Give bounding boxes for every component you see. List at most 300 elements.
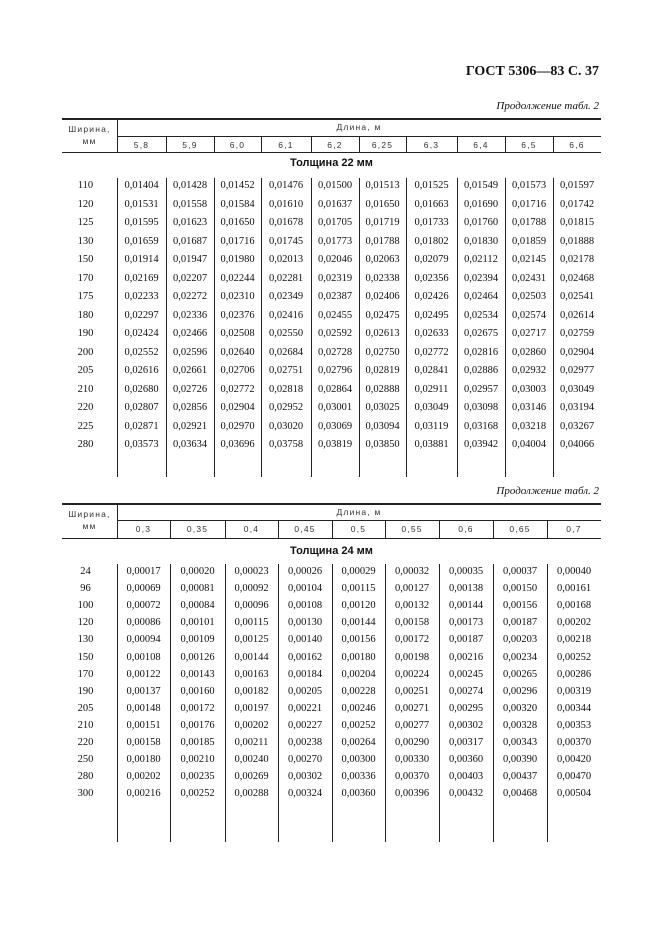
table-cell: 0,00288 — [234, 788, 269, 800]
table-cell: 0,02574 — [511, 309, 547, 321]
row-width: 210 — [77, 383, 94, 395]
table-cell: 0,00286 — [556, 668, 592, 680]
width-header: Ширина, — [68, 124, 111, 134]
table-cell: 0,00023 — [234, 566, 269, 577]
table-cell: 0,01947 — [172, 254, 208, 265]
table-cell: 0,02416 — [268, 309, 304, 321]
table-cell: 0,00127 — [394, 583, 430, 595]
table-cell: 0,02596 — [172, 346, 208, 358]
table-cell: 0,00161 — [556, 583, 592, 595]
table-cell: 0,02706 — [220, 365, 255, 376]
table-cell: 0,00040 — [556, 566, 592, 577]
table-cell: 0,00173 — [448, 617, 484, 629]
table-cell: 0,00151 — [126, 719, 161, 731]
table-cell: 0,02871 — [124, 420, 159, 432]
table-cell: 0,00432 — [448, 788, 484, 800]
table-cell: 0,00069 — [126, 583, 161, 595]
table-cell: 0,00094 — [126, 634, 161, 646]
table-cell: 0,01690 — [463, 198, 499, 210]
table-cell: 0,02503 — [511, 291, 547, 302]
table-cell: 0,01513 — [365, 180, 400, 191]
table-cell: 0,00344 — [556, 702, 592, 714]
table-cell: 0,01733 — [414, 217, 449, 228]
table-cell: 0,01549 — [463, 180, 499, 191]
table-cell: 0,00317 — [448, 737, 484, 748]
table-cell: 0,04004 — [511, 439, 547, 450]
continuation-note: Продолжение табл. 2 — [496, 485, 599, 497]
table-cell: 0,02169 — [124, 272, 159, 284]
table-cell: 0,00017 — [126, 566, 161, 577]
row-width: 130 — [77, 235, 94, 247]
table-cell: 0,04066 — [559, 439, 595, 450]
row-width: 300 — [77, 788, 94, 800]
table-cell: 0,00205 — [287, 685, 323, 697]
row-width: 24 — [80, 566, 91, 577]
table-cell: 0,02886 — [463, 365, 499, 376]
table-cell: 0,00420 — [556, 754, 592, 766]
table-cell: 0,00160 — [180, 685, 215, 697]
table-cell: 0,02178 — [559, 254, 595, 265]
table-cell: 0,02750 — [365, 346, 400, 358]
table-cell: 0,00125 — [234, 634, 269, 646]
table-cell: 0,01500 — [317, 180, 353, 191]
length-column-header: 6,4 — [473, 140, 489, 150]
row-width: 110 — [77, 180, 94, 191]
table-cell: 0,01531 — [124, 198, 159, 210]
table-cell: 0,01650 — [365, 198, 400, 210]
column-rule — [493, 520, 494, 538]
table-top-rule — [62, 503, 601, 505]
table-cell: 0,02534 — [463, 309, 499, 321]
table-cell: 0,02426 — [414, 291, 449, 302]
table-cell: 0,02310 — [220, 291, 255, 302]
table-cell: 0,02841 — [414, 365, 449, 376]
table-cell: 0,01637 — [317, 198, 353, 210]
table-cell: 0,02796 — [317, 365, 353, 376]
length-column-header: 6,6 — [569, 140, 585, 150]
table-cell: 0,02466 — [172, 328, 208, 339]
table-cell: 0,00140 — [287, 634, 323, 646]
table-cell: 0,02387 — [317, 291, 353, 302]
table-cell: 0,02751 — [268, 365, 304, 376]
table-cell: 0,03069 — [317, 420, 353, 432]
table-cell: 0,01597 — [559, 180, 595, 191]
table-cell: 0,00296 — [502, 685, 538, 697]
table-cell: 0,02904 — [220, 402, 255, 413]
table-cell: 0,00026 — [287, 566, 323, 577]
table-cell: 0,01859 — [511, 235, 547, 247]
table-cell: 0,00211 — [234, 737, 269, 748]
row-width: 250 — [77, 754, 94, 766]
table-cell: 0,00072 — [126, 600, 161, 612]
length-column-header: 6,1 — [278, 140, 294, 150]
length-column-header: 5,9 — [182, 140, 198, 150]
row-width: 220 — [77, 402, 94, 413]
continuation-note: Продолжение табл. 2 — [496, 100, 599, 112]
table-cell: 0,00168 — [556, 600, 592, 612]
table-cell: 0,02475 — [365, 309, 400, 321]
table-cell: 0,00290 — [394, 737, 430, 748]
table-cell: 0,00370 — [556, 737, 592, 748]
table-cell: 0,00324 — [287, 788, 323, 800]
table-cell: 0,03819 — [317, 439, 353, 450]
table-cell: 0,00202 — [556, 617, 592, 629]
table-cell: 0,00246 — [341, 702, 376, 714]
table-cell: 0,02349 — [268, 291, 304, 302]
length-column-header: 0,45 — [294, 524, 316, 534]
table-cell: 0,03881 — [414, 439, 449, 450]
column-rule — [547, 520, 548, 538]
table-cell: 0,00216 — [448, 651, 484, 663]
row-width: 225 — [77, 420, 94, 432]
table-cell: 0,02957 — [463, 383, 499, 395]
table-cell: 0,02552 — [124, 346, 159, 358]
table-cell: 0,00109 — [180, 634, 215, 646]
row-width: 100 — [77, 600, 94, 612]
table-cell: 0,00252 — [180, 788, 215, 800]
table-cell: 0,00203 — [502, 634, 538, 646]
table-cell: 0,00108 — [287, 600, 323, 612]
table-cell: 0,00156 — [341, 634, 376, 646]
table-cell: 0,00096 — [234, 600, 269, 612]
table-cell: 0,03942 — [463, 439, 499, 450]
table-cell: 0,00020 — [180, 566, 215, 577]
table-cell: 0,02541 — [559, 291, 595, 302]
table-cell: 0,02860 — [511, 346, 547, 358]
table-cell: 0,00396 — [394, 788, 430, 800]
width-header: Ширина, — [68, 509, 111, 519]
table-cell: 0,00115 — [341, 583, 376, 595]
table-cell: 0,02244 — [220, 272, 255, 284]
length-column-header: 5,8 — [133, 140, 150, 150]
table-cell: 0,00101 — [180, 617, 215, 629]
table-cell: 0,00035 — [448, 566, 484, 577]
table-cell: 0,00180 — [126, 754, 161, 766]
table-cell: 0,00092 — [234, 583, 269, 595]
column-rule — [332, 520, 333, 538]
table-cell: 0,00302 — [287, 771, 323, 783]
header-bottom-rule — [62, 538, 601, 539]
table-cell: 0,00353 — [556, 719, 592, 731]
table-cell: 0,00187 — [448, 634, 484, 646]
table-cell: 0,02233 — [124, 291, 159, 302]
table-cell: 0,02431 — [511, 272, 547, 284]
table-cell: 0,00328 — [502, 719, 538, 731]
table-cell: 0,01558 — [172, 198, 208, 210]
length-column-header: 0,7 — [566, 524, 582, 534]
table-cell: 0,03850 — [365, 439, 400, 450]
table-cell: 0,02819 — [365, 365, 400, 376]
table-cell: 0,00238 — [287, 737, 323, 748]
table-cell: 0,02464 — [463, 291, 499, 302]
table-cell: 0,03146 — [511, 402, 547, 413]
table-cell: 0,02508 — [220, 328, 255, 339]
table-cell: 0,02726 — [172, 383, 208, 395]
table-cell: 0,02297 — [124, 309, 159, 321]
length-column-header: 6,5 — [521, 140, 537, 150]
row-width: 150 — [77, 651, 94, 663]
table-cell: 0,00081 — [180, 583, 215, 595]
table-cell: 0,03168 — [463, 420, 499, 432]
table-cell: 0,02932 — [511, 365, 547, 376]
table-cell: 0,01476 — [268, 180, 304, 191]
table-cell: 0,00184 — [287, 668, 323, 680]
table-cell: 0,00468 — [502, 788, 538, 800]
length-column-header: 6,0 — [229, 140, 246, 150]
table-cell: 0,00202 — [126, 771, 161, 783]
table-cell: 0,03119 — [414, 420, 449, 432]
table-cell: 0,02338 — [365, 272, 400, 284]
table-cell: 0,01788 — [511, 217, 547, 228]
table-cell: 0,00185 — [180, 737, 215, 748]
length-header: Длина, м — [336, 507, 382, 517]
row-width: 220 — [77, 737, 94, 748]
thickness-label: Толщина 22 мм — [290, 157, 373, 169]
row-width: 175 — [77, 291, 94, 302]
table-cell: 0,00126 — [180, 651, 215, 663]
table-cell: 0,02911 — [414, 383, 449, 395]
table-cell: 0,01659 — [124, 235, 159, 247]
table-cell: 0,03049 — [414, 402, 449, 413]
table-cell: 0,02336 — [172, 309, 208, 321]
table-cell: 0,00137 — [126, 685, 161, 697]
table-cell: 0,00504 — [556, 788, 592, 800]
table-cell: 0,00274 — [448, 685, 484, 697]
table-cell: 0,02112 — [464, 254, 498, 265]
table-cell: 0,00197 — [234, 702, 269, 714]
row-width: 120 — [77, 198, 94, 210]
table-cell: 0,01687 — [172, 235, 208, 247]
table-cell: 0,00234 — [502, 651, 538, 663]
page-header: ГОСТ 5306—83 С. 37 — [465, 64, 599, 79]
table-cell: 0,00210 — [180, 754, 215, 766]
table-cell: 0,02772 — [220, 383, 255, 395]
table-cell: 0,01573 — [511, 180, 547, 191]
table-cell: 0,01788 — [365, 235, 400, 247]
table-cell: 0,01705 — [317, 217, 353, 228]
table-cell: 0,03634 — [172, 439, 208, 450]
table-cell: 0,00360 — [341, 788, 376, 800]
table-cell: 0,03094 — [365, 420, 400, 432]
table-cell: 0,02406 — [365, 291, 400, 302]
table-cell: 0,00122 — [126, 668, 161, 680]
column-rule — [311, 136, 312, 152]
table-cell: 0,00182 — [234, 685, 269, 697]
table-cell: 0,00269 — [234, 771, 269, 783]
column-rule — [457, 136, 458, 152]
table-cell: 0,03098 — [463, 402, 499, 413]
table-cell: 0,00198 — [394, 651, 430, 663]
table-cell: 0,03696 — [220, 439, 255, 450]
length-column-header: 6,2 — [327, 140, 343, 150]
table-cell: 0,02319 — [317, 272, 353, 284]
table-cell: 0,02816 — [463, 346, 499, 358]
table-cell: 0,02376 — [220, 309, 255, 321]
table-cell: 0,00227 — [287, 719, 323, 731]
table-cell: 0,02772 — [414, 346, 449, 358]
table-cell: 0,00221 — [287, 702, 323, 714]
table-cell: 0,00144 — [448, 600, 484, 612]
table-cell: 0,00132 — [394, 600, 430, 612]
row-width: 205 — [77, 365, 94, 376]
table-cell: 0,00370 — [394, 771, 430, 783]
table-cell: 0,00319 — [556, 685, 592, 697]
table-cell: 0,01716 — [220, 235, 255, 247]
row-width: 120 — [77, 617, 94, 629]
table-cell: 0,00158 — [394, 617, 430, 629]
column-rule — [214, 136, 215, 152]
table-cell: 0,00104 — [287, 583, 323, 595]
table-cell: 0,02684 — [268, 346, 304, 358]
table-cell: 0,00176 — [180, 719, 215, 731]
row-width: 125 — [77, 217, 94, 228]
table-cell: 0,00302 — [448, 719, 484, 731]
table-cell: 0,00144 — [234, 651, 269, 663]
table-cell: 0,01678 — [268, 217, 304, 228]
row-width: 170 — [77, 668, 94, 680]
table-cell: 0,02079 — [414, 254, 449, 265]
table-cell: 0,00187 — [502, 617, 538, 629]
table-cell: 0,02921 — [172, 420, 208, 432]
table-cell: 0,02904 — [559, 346, 595, 358]
table-cell: 0,01980 — [220, 254, 255, 265]
table-cell: 0,02633 — [414, 328, 449, 339]
table-cell: 0,03218 — [511, 420, 547, 432]
table-cell: 0,02272 — [172, 291, 208, 302]
table-cell: 0,02592 — [317, 328, 353, 339]
table-cell: 0,02356 — [414, 272, 449, 284]
row-width: 210 — [77, 719, 94, 731]
table-cell: 0,01719 — [365, 217, 400, 228]
table-cell: 0,02717 — [511, 328, 547, 339]
table-cell: 0,00265 — [502, 668, 538, 680]
table-cell: 0,01428 — [172, 180, 208, 191]
row-width: 190 — [77, 328, 94, 339]
table-cell: 0,01742 — [559, 198, 595, 210]
table-cell: 0,00037 — [502, 566, 538, 577]
table-cell: 0,02207 — [172, 272, 208, 284]
table-cell: 0,00150 — [502, 583, 538, 595]
row-width: 96 — [80, 583, 91, 595]
header-mid-rule — [117, 520, 601, 521]
table-cell: 0,00148 — [126, 702, 161, 714]
width-unit: мм — [82, 136, 97, 146]
column-rule — [261, 136, 262, 152]
table-cell: 0,00390 — [502, 754, 538, 766]
row-width: 205 — [77, 702, 94, 714]
table-cell: 0,03758 — [268, 439, 304, 450]
table-cell: 0,00295 — [448, 702, 484, 714]
row-width: 130 — [77, 634, 94, 646]
column-rule — [505, 136, 506, 152]
table-cell: 0,00264 — [341, 737, 376, 748]
table-cell: 0,00115 — [234, 617, 269, 629]
length-column-header: 6,25 — [371, 140, 394, 150]
table-cell: 0,00470 — [556, 771, 592, 783]
table-cell: 0,01815 — [559, 217, 595, 228]
table-cell: 0,01914 — [124, 254, 159, 265]
table-cell: 0,00143 — [180, 668, 215, 680]
table-cell: 0,00300 — [341, 754, 376, 766]
table-cell: 0,02145 — [511, 254, 547, 265]
length-column-header: 0,5 — [350, 524, 367, 534]
table-cell: 0,02616 — [124, 365, 159, 376]
column-rule — [170, 520, 171, 538]
table-cell: 0,00245 — [448, 668, 484, 680]
table-cell: 0,03020 — [268, 420, 304, 432]
thickness-label: Толщина 24 мм — [290, 545, 373, 557]
table-cell: 0,02468 — [559, 272, 595, 284]
table-cell: 0,00172 — [180, 702, 215, 714]
row-width: 280 — [77, 771, 94, 783]
table-cell: 0,02046 — [317, 254, 353, 265]
table-cell: 0,02864 — [317, 383, 353, 395]
row-width: 190 — [77, 685, 94, 697]
table-cell: 0,00252 — [556, 651, 592, 663]
table-cell: 0,03025 — [365, 402, 400, 413]
table-cell: 0,00252 — [341, 719, 376, 731]
length-column-header: 0,3 — [135, 524, 152, 534]
table-cell: 0,01623 — [172, 217, 208, 228]
length-column-header: 0,65 — [509, 524, 531, 534]
column-rule — [439, 520, 440, 538]
table-cell: 0,01650 — [220, 217, 255, 228]
width-unit: мм — [82, 521, 97, 531]
table-cell: 0,00084 — [180, 600, 215, 612]
table-cell: 0,00271 — [394, 702, 430, 714]
length-column-header: 6,3 — [423, 140, 440, 150]
table-cell: 0,02495 — [414, 309, 449, 321]
table-cell: 0,01716 — [511, 198, 547, 210]
table-cell: 0,02424 — [124, 328, 159, 339]
length-header: Длина, м — [336, 122, 382, 132]
table-cell: 0,00228 — [341, 685, 376, 697]
table-cell: 0,03267 — [559, 420, 595, 432]
table-cell: 0,00180 — [341, 651, 376, 663]
column-rule — [553, 136, 554, 152]
table-cell: 0,00330 — [394, 754, 430, 766]
table-cell: 0,00156 — [502, 600, 538, 612]
table-cell: 0,00251 — [394, 685, 430, 697]
column-rule — [406, 136, 407, 152]
table-cell: 0,02675 — [463, 328, 499, 339]
table-cell: 0,02759 — [559, 328, 595, 339]
table-cell: 0,01584 — [220, 198, 255, 210]
table-cell: 0,02970 — [220, 420, 255, 432]
table-cell: 0,00130 — [287, 617, 323, 629]
table-cell: 0,01525 — [414, 180, 449, 191]
table-cell: 0,02661 — [172, 365, 208, 376]
table-cell: 0,00172 — [394, 634, 430, 646]
table-cell: 0,00202 — [234, 719, 269, 731]
table-cell: 0,01802 — [414, 235, 449, 247]
table-cell: 0,00336 — [341, 771, 376, 783]
header-bottom-rule — [62, 152, 601, 153]
table-cell: 0,00138 — [448, 583, 484, 595]
table-cell: 0,00032 — [394, 566, 430, 577]
table-cell: 0,02013 — [268, 254, 304, 265]
table-cell: 0,00343 — [502, 737, 538, 748]
table-cell: 0,00277 — [394, 719, 430, 731]
length-column-header: 0,4 — [243, 524, 260, 534]
table-cell: 0,00163 — [234, 668, 269, 680]
table-cell: 0,02640 — [220, 346, 255, 358]
table-cell: 0,00320 — [502, 702, 538, 714]
length-column-header: 0,6 — [458, 524, 474, 534]
table-cell: 0,01745 — [268, 235, 304, 247]
column-rule — [278, 520, 279, 538]
table-cell: 0,03003 — [511, 383, 547, 395]
